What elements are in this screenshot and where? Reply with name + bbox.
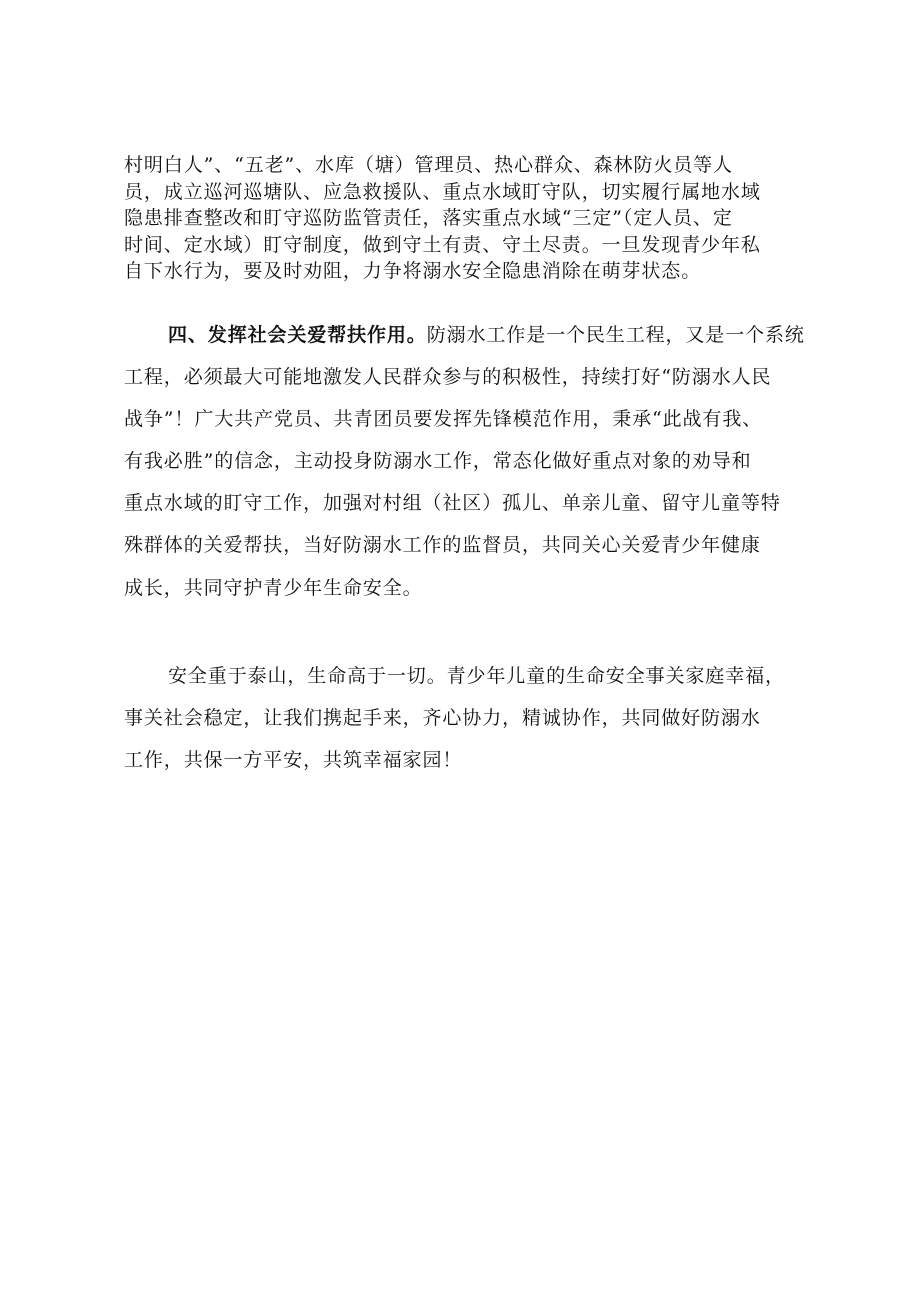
- paragraph-closing: [124, 655, 824, 781]
- paragraph-line: 殊群体的关爱帮扶，当好防溺水工作的监督员，共同关心关爱青少年健康: [124, 534, 761, 557]
- paragraph-line: 员，成立巡河巡塘队、应急救援队、重点水域盯守队，切实履行属地水域: [124, 180, 761, 203]
- paragraph-line: 工程，必须最大可能地激发人民群众参与的积极性，持续打好“防溺水人民: [124, 366, 772, 389]
- paragraph-line: 有我必胜”的信念，主动投身防溺水工作，常态化做好重点对象的劝导和: [124, 450, 752, 473]
- paragraph-line: 自下水行为，要及时劝阻，力争将溺水安全隐患消除在萌芽状态。: [124, 260, 702, 282]
- paragraph-line-text: 防溺水工作是一个民生工程，又是一个系统: [426, 324, 805, 346]
- paragraph-line: 村明白人”、“五老”、水库（塘）管理员、热心群众、森林防火员等人: [124, 154, 733, 176]
- paragraph-line: 安全重于泰山，生命高于一切。青少年儿童的生命安全事关家庭幸福，: [168, 665, 785, 687]
- paragraph-line: 战争”！广大共产党员、共青团员要发挥先锋模范作用，秉承“此战有我、: [124, 408, 763, 431]
- paragraph-line: 成长，共同守护青少年生命安全。: [124, 576, 423, 599]
- paragraph-water-safety-patrol: [124, 152, 824, 285]
- paragraph-first-line: [124, 314, 824, 356]
- section-heading: 四、发挥社会关爱帮扶作用。: [168, 324, 427, 346]
- paragraph-line: 隐患排查整改和盯守巡防监管责任，落实重点水域“三定”（定人员、定: [124, 207, 733, 229]
- paragraph-social-care: [124, 314, 824, 609]
- paragraph-line: 时间、定水域）盯守制度，做到守土有责、守土尽责。一旦发现青少年私: [124, 233, 761, 256]
- paragraph-line: 工作，共保一方平安，共筑幸福家园！: [124, 749, 463, 771]
- paragraph-line: 重点水域的盯守工作，加强对村组（社区）孤儿、单亲儿童、留守儿童等特: [124, 492, 781, 515]
- paragraph-line: 事关社会稳定，让我们携起手来，齐心协力，精诚协作，共同做好防溺水: [124, 707, 761, 729]
